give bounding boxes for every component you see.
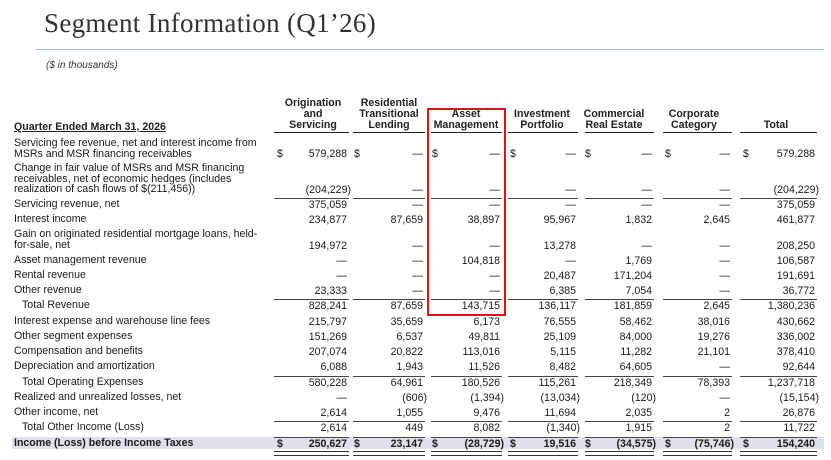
column-header-underline: [740, 132, 817, 133]
table-cell: 35,659: [390, 316, 423, 328]
table-cell: 92,644: [782, 361, 815, 373]
table-cell: (120): [631, 392, 656, 404]
table-cell: —: [719, 392, 730, 404]
currency-symbol: $: [510, 148, 516, 160]
table-cell: (204,229): [773, 184, 819, 196]
row-label: Change in fair value of MSRs and MSR financing receivables, net of economic hedges (includes realization of cash flows of $(211,456)): [14, 162, 245, 195]
table-cell: 2,035: [625, 407, 652, 419]
table-cell: —: [412, 285, 423, 297]
subtotal-underline: [740, 421, 817, 422]
final-double-underline: [740, 451, 817, 456]
final-double-underline: [508, 451, 578, 456]
table-cell: —: [719, 285, 730, 297]
currency-symbol: $: [277, 148, 283, 160]
table-cell: 20,822: [390, 346, 423, 358]
column-header-line: Total: [763, 119, 789, 131]
table-cell: 84,000: [619, 331, 652, 343]
subtotal-underline: [274, 198, 349, 199]
table-cell: 180,526: [461, 377, 500, 389]
subtotal-underline: [740, 198, 817, 199]
table-cell: 194,972: [308, 240, 347, 252]
table-cell: 95,967: [543, 214, 576, 226]
table-cell: 375,059: [308, 199, 347, 211]
table-cell: —: [641, 240, 652, 252]
table-cell: 8,482: [549, 361, 576, 373]
table-cell: —: [641, 184, 652, 196]
table-cell: 87,659: [390, 300, 423, 312]
table-cell: 104,818: [461, 255, 500, 267]
subtotal-underline: [585, 376, 654, 377]
subtotal-underline: [431, 376, 502, 377]
column-header-line: and: [303, 108, 323, 120]
row-label: Gain on originated residential mortgage loans, held-for-sale, net: [14, 228, 258, 251]
table-cell: 38,016: [697, 316, 730, 328]
table-cell: —: [565, 199, 576, 211]
table-cell: 20,487: [543, 270, 576, 282]
table-cell: (204,229): [305, 184, 351, 196]
table-cell: 2: [724, 407, 730, 419]
table-cell: —: [336, 392, 347, 404]
currency-symbol: $: [665, 148, 671, 160]
table-cell: —: [565, 255, 576, 267]
subtotal-underline: [740, 437, 817, 438]
table-cell: 1,943: [396, 361, 423, 373]
subtotal-underline: [274, 421, 349, 422]
subtotal-underline: [274, 376, 349, 377]
column-header-line: Category: [671, 119, 717, 131]
row-label: Interest income: [14, 213, 87, 225]
table-cell: 218,349: [613, 377, 652, 389]
table-cell: —: [565, 184, 576, 196]
table-cell: —: [412, 199, 423, 211]
table-cell: 87,659: [390, 214, 423, 226]
table-cell: 13,278: [543, 240, 576, 252]
table-cell: 207,074: [308, 346, 347, 358]
row-label: Asset management revenue: [14, 254, 147, 266]
table-cell: 215,797: [308, 316, 347, 328]
table-cell: —: [719, 361, 730, 373]
row-label: Realized and unrealized losses, net: [14, 391, 182, 403]
table-cell: 11,722: [783, 422, 815, 434]
column-header-orig: [278, 98, 348, 131]
row-label: Other revenue: [14, 284, 82, 296]
table-cell: 2,645: [703, 300, 730, 312]
currency-symbol: $: [432, 438, 438, 450]
table-cell: 21,101: [697, 346, 730, 358]
table-cell: 6,173: [473, 316, 500, 328]
final-double-underline: [431, 451, 502, 456]
column-header-rtl: [349, 98, 429, 131]
column-header-line: Management: [433, 119, 499, 131]
table-cell: 49,811: [468, 331, 500, 343]
currency-symbol: $: [277, 438, 283, 450]
table-cell: (75,746): [694, 438, 734, 450]
currency-symbol: $: [354, 148, 360, 160]
subtotal-underline: [508, 299, 578, 300]
table-cell: 461,877: [776, 214, 815, 226]
column-header-line: Portfolio: [520, 119, 564, 131]
table-cell: —: [336, 255, 347, 267]
page-title: Segment Information (Q1’26): [44, 8, 377, 38]
table-cell: —: [489, 148, 500, 160]
subtotal-underline: [663, 437, 732, 438]
table-cell: —: [336, 270, 347, 282]
subtotal-underline: [663, 299, 732, 300]
units-note: ($ in thousands): [46, 60, 118, 71]
table-cell: 38,897: [467, 214, 500, 226]
table-cell: —: [719, 148, 730, 160]
subtotal-underline: [663, 198, 732, 199]
table-cell: 151,269: [308, 331, 347, 343]
table-cell: 6,088: [320, 361, 347, 373]
subtotal-underline: [585, 299, 654, 300]
table-cell: 6,385: [549, 285, 576, 297]
subtotal-underline: [353, 299, 425, 300]
currency-symbol: $: [510, 438, 516, 450]
column-header-underline: [585, 132, 654, 133]
table-cell: 828,241: [308, 300, 347, 312]
column-header-line: Servicing: [289, 119, 337, 131]
row-label: Total Revenue: [22, 299, 90, 311]
column-header-cre: [576, 109, 652, 131]
table-cell: 1,769: [625, 255, 652, 267]
table-cell: 58,462: [619, 316, 652, 328]
table-cell: 11,282: [620, 346, 652, 358]
row-label: Other segment expenses: [14, 330, 133, 342]
table-cell: 23,147: [390, 438, 423, 450]
subtotal-underline: [431, 437, 502, 438]
table-cell: 181,859: [613, 300, 652, 312]
subtotal-underline: [663, 376, 732, 377]
table-cell: 78,393: [697, 377, 730, 389]
table-cell: (13,034): [540, 392, 580, 404]
table-cell: —: [641, 199, 652, 211]
final-double-underline: [274, 451, 349, 456]
table-cell: —: [565, 148, 576, 160]
table-cell: 579,288: [308, 148, 347, 160]
table-cell: 7,054: [625, 285, 652, 297]
table-cell: 1,915: [625, 422, 652, 434]
subtotal-underline: [508, 421, 578, 422]
column-header-corp: [661, 109, 727, 131]
table-cell: —: [489, 240, 500, 252]
subtotal-underline: [585, 421, 654, 422]
currency-symbol: $: [743, 148, 749, 160]
column-header-underline: [274, 132, 349, 133]
currency-symbol: $: [354, 438, 360, 450]
subtotal-underline: [353, 198, 425, 199]
table-cell: 113,016: [462, 346, 500, 358]
row-label: Servicing fee revenue, net and interest income from MSRs and MSR financing receivables: [14, 137, 257, 160]
table-cell: (15,154): [779, 392, 819, 404]
table-cell: 580,228: [308, 377, 347, 389]
table-cell: —: [489, 199, 500, 211]
table-cell: —: [412, 255, 423, 267]
row-label: Servicing revenue, net: [14, 198, 120, 210]
table-cell: 25,109: [543, 331, 576, 343]
table-cell: 19,276: [697, 331, 730, 343]
column-header-line: Residential: [360, 97, 418, 109]
currency-symbol: $: [432, 148, 438, 160]
column-header-line: Asset: [451, 108, 481, 120]
subtotal-underline: [740, 376, 817, 377]
table-cell: —: [719, 255, 730, 267]
table-cell: 36,772: [782, 285, 815, 297]
table-cell: 6,537: [396, 331, 423, 343]
table-cell: 2,614: [320, 407, 347, 419]
final-double-underline: [585, 451, 654, 456]
table-cell: (28,729): [464, 438, 504, 450]
table-cell: 171,204: [613, 270, 652, 282]
subtotal-underline: [353, 437, 425, 438]
column-header-line: Origination: [284, 97, 342, 109]
table-cell: 2,614: [320, 422, 347, 434]
subtotal-underline: [274, 299, 349, 300]
currency-symbol: $: [585, 148, 591, 160]
table-cell: (1,340): [546, 422, 580, 434]
table-cell: (34,575): [616, 438, 656, 450]
table-cell: 64,961: [390, 377, 423, 389]
column-header-line: Commercial: [583, 108, 645, 120]
table-cell: 208,250: [776, 240, 815, 252]
table-cell: 2,645: [703, 214, 730, 226]
table-cell: 11,694: [544, 407, 576, 419]
table-cell: (606): [402, 392, 427, 404]
subtotal-underline: [353, 376, 425, 377]
subtotal-underline: [508, 198, 578, 199]
table-cell: 106,587: [776, 255, 815, 267]
table-cell: —: [719, 270, 730, 282]
row-label: Income (Loss) before Income Taxes: [14, 437, 194, 449]
table-cell: 250,627: [308, 438, 347, 450]
column-header-underline: [663, 132, 732, 133]
row-label: Rental revenue: [14, 269, 86, 281]
subtotal-underline: [508, 376, 578, 377]
column-header-ip: [506, 109, 578, 131]
table-cell: —: [412, 184, 423, 196]
table-cell: 64,605: [619, 361, 652, 373]
table-cell: 449: [405, 422, 423, 434]
table-cell: 26,876: [782, 407, 815, 419]
column-header-line: Corporate: [668, 108, 720, 120]
table-cell: 1,832: [625, 214, 652, 226]
table-cell: 23,333: [314, 285, 347, 297]
final-double-underline: [353, 451, 425, 456]
table-cell: 9,476: [473, 407, 500, 419]
table-cell: 375,059: [776, 199, 815, 211]
table-cell: 1,380,236: [767, 300, 815, 312]
row-label: Depreciation and amortization: [14, 360, 155, 372]
table-cell: 76,555: [543, 316, 576, 328]
currency-symbol: $: [743, 438, 749, 450]
table-cell: 1,237,718: [767, 377, 815, 389]
table-cell: 19,516: [543, 438, 576, 450]
table-cell: 191,691: [776, 270, 815, 282]
table-cell: 5,115: [550, 346, 576, 358]
row-label: Other income, net: [14, 406, 99, 418]
table-cell: 11,526: [468, 361, 500, 373]
table-cell: 234,877: [308, 214, 347, 226]
row-label: Total Operating Expenses: [22, 376, 144, 388]
currency-symbol: $: [585, 438, 591, 450]
table-cell: —: [719, 240, 730, 252]
column-header-line: Investment: [514, 108, 570, 120]
table-cell: —: [489, 285, 500, 297]
table-cell: —: [412, 240, 423, 252]
subtotal-underline: [663, 421, 732, 422]
table-cell: 378,410: [776, 346, 815, 358]
table-cell: —: [489, 184, 500, 196]
table-cell: —: [412, 148, 423, 160]
subtotal-underline: [585, 198, 654, 199]
period-label: Quarter Ended March 31, 2026: [14, 121, 166, 133]
subtotal-underline: [508, 437, 578, 438]
table-cell: 136,117: [538, 300, 576, 312]
table-cell: (1,394): [470, 392, 504, 404]
subtotal-underline: [353, 421, 425, 422]
column-header-underline: [353, 132, 425, 133]
table-cell: —: [489, 270, 500, 282]
currency-symbol: $: [665, 438, 671, 450]
row-label: Total Other Income (Loss): [22, 421, 144, 433]
table-cell: 336,002: [776, 331, 815, 343]
table-cell: —: [412, 270, 423, 282]
table-cell: 115,261: [538, 377, 576, 389]
column-header-line: Transitional: [359, 108, 419, 120]
row-label: Compensation and benefits: [14, 345, 143, 357]
table-cell: 154,240: [776, 438, 815, 450]
table-cell: —: [641, 148, 652, 160]
table-cell: —: [719, 199, 730, 211]
subtotal-underline: [431, 421, 502, 422]
subtotal-underline: [740, 299, 817, 300]
table-cell: 143,715: [461, 300, 500, 312]
column-header-line: Lending: [368, 119, 410, 131]
column-header-underline: [508, 132, 578, 133]
subtotal-underline: [585, 437, 654, 438]
row-label: Interest expense and warehouse line fees: [14, 315, 211, 327]
table-cell: 2: [724, 422, 730, 434]
title-divider: [36, 49, 824, 50]
table-cell: —: [719, 184, 730, 196]
column-header-line: Real Estate: [585, 119, 643, 131]
table-cell: 8,082: [473, 422, 500, 434]
table-cell: 430,662: [776, 316, 815, 328]
final-double-underline: [663, 451, 732, 456]
column-header-total: [746, 120, 806, 131]
subtotal-underline: [274, 437, 349, 438]
table-cell: 1,055: [396, 407, 423, 419]
asset-management-highlight-box: [427, 108, 506, 316]
table-cell: 579,288: [776, 148, 815, 160]
